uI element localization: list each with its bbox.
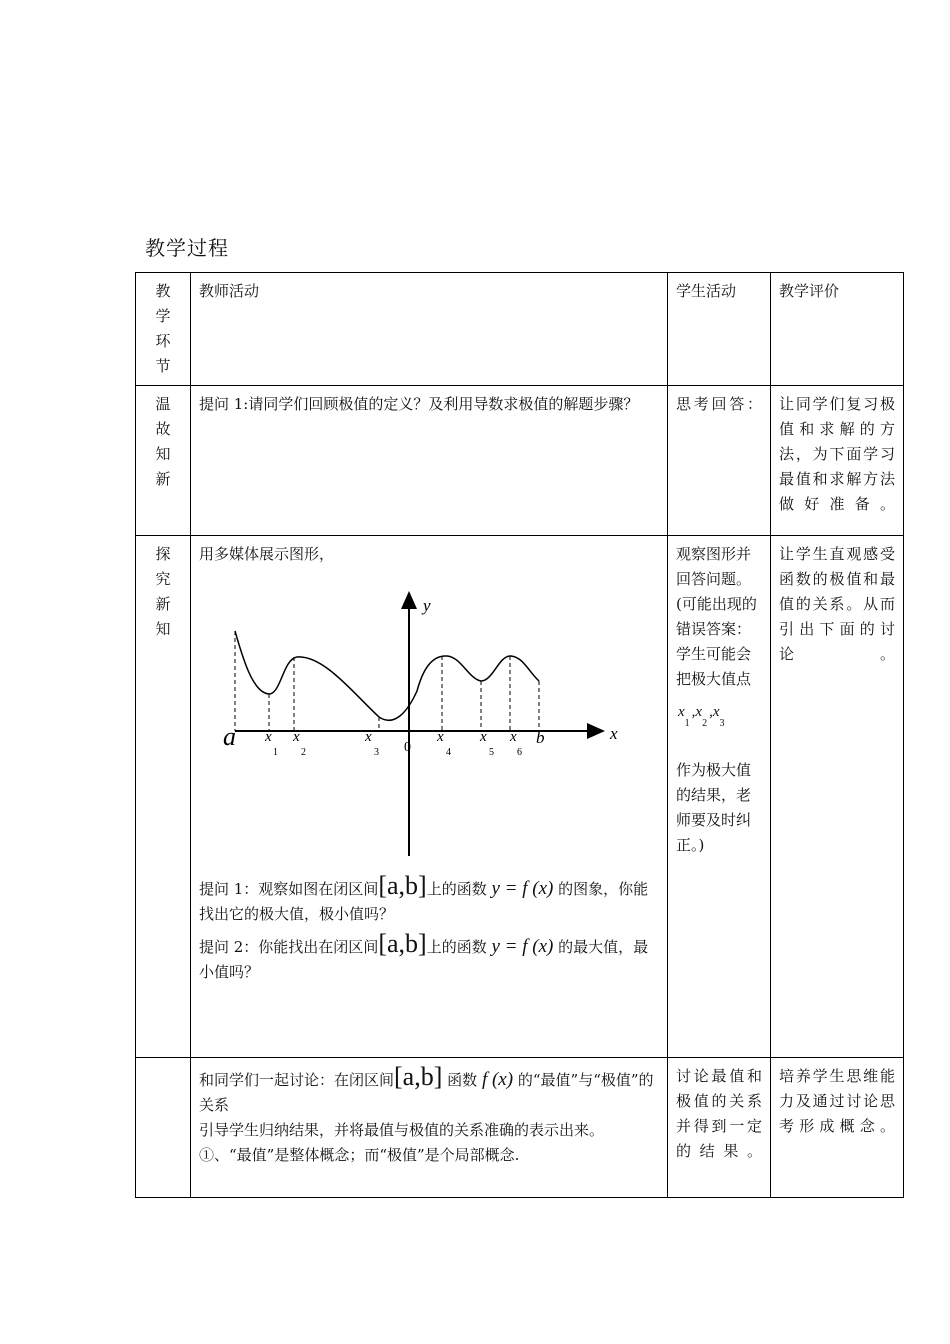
function-curve bbox=[235, 631, 539, 720]
x-axis-label: x bbox=[610, 724, 618, 743]
x6-label: x bbox=[510, 729, 517, 745]
teacher-text: 提问 1:请同学们回顾极值的定义？及利用导数求极值的解题步骤？ bbox=[199, 395, 639, 413]
header-student bbox=[668, 273, 771, 386]
eval-cell bbox=[771, 536, 904, 1058]
header-teacher bbox=[191, 273, 668, 386]
student-points-math: $x_1,x_2,x_3$ bbox=[678, 704, 725, 729]
table-row-review bbox=[136, 386, 904, 536]
x3-sub: 3 bbox=[374, 747, 379, 758]
function-math: y = f (x) bbox=[491, 936, 554, 957]
stage-cell-empty bbox=[136, 1058, 191, 1198]
header-eval bbox=[771, 273, 904, 386]
table-row-discuss bbox=[136, 1058, 904, 1198]
student-cell bbox=[668, 1058, 771, 1198]
x2-sub: 2 bbox=[301, 747, 306, 758]
intro-text: 用多媒体展示图形， bbox=[199, 545, 335, 563]
teacher-cell bbox=[191, 536, 668, 1058]
interval-math: [a,b] bbox=[394, 1062, 443, 1091]
student-cell bbox=[668, 536, 771, 1058]
interval-math: [a,b] bbox=[378, 929, 427, 958]
x4-sub: 4 bbox=[446, 747, 451, 758]
eval-text: 让同学们复习极值和求解的方法，为下面学习最值和求解方法做好准备。 bbox=[779, 395, 895, 513]
stage-cell bbox=[136, 536, 191, 1058]
b-label: b bbox=[536, 728, 545, 747]
teacher-cell bbox=[191, 386, 668, 536]
x4-label: x bbox=[437, 729, 444, 745]
origin-label: 0 bbox=[404, 740, 411, 755]
eval-text: 培养学生思维能力及通过讨论思考形成概念。 bbox=[779, 1067, 895, 1135]
function-graph bbox=[199, 569, 643, 869]
x3-label: x bbox=[365, 729, 372, 745]
table-row-explore bbox=[136, 536, 904, 1058]
x1-label: x bbox=[265, 729, 272, 745]
table-header-row bbox=[136, 273, 904, 386]
student-text: 讨论最值和极值的关系并得到一定的结果。 bbox=[676, 1067, 762, 1160]
eval-cell bbox=[771, 1058, 904, 1198]
eval-cell bbox=[771, 386, 904, 536]
student-text: 观察图形并回答问题。(可能出现的错误答案：学生可能会把极大值点 bbox=[676, 545, 757, 688]
teaching-process-table bbox=[135, 272, 904, 1198]
guide-text: 引导学生归纳结果，并将最值与极值的关系准确的表示出来。 bbox=[199, 1121, 605, 1139]
function-math: f (x) bbox=[481, 1069, 514, 1090]
y-axis-label: y bbox=[423, 596, 431, 615]
page-title: 教学过程 bbox=[145, 236, 229, 260]
header-eval-label: 教学评价 bbox=[779, 282, 840, 300]
student-cell bbox=[668, 386, 771, 536]
discussion-text: 和同学们一起讨论：在闭区间[a,b] 函数 f (x) 的“最值”与“极值”的关系 bbox=[199, 1062, 654, 1114]
eval-text: 让学生直观感受函数的极值和最值的关系。从而引出下面的讨论。 bbox=[779, 545, 895, 663]
stage-cell bbox=[136, 386, 191, 536]
header-student-label: 学生活动 bbox=[676, 282, 737, 300]
interval-math: [a,b] bbox=[378, 871, 427, 900]
point-1-text: ①、“最值”是整体概念；而“极值”是个局部概念. bbox=[199, 1146, 520, 1164]
stage-label: 探究新知 bbox=[155, 545, 171, 638]
x5-label: x bbox=[480, 729, 487, 745]
x1-sub: 1 bbox=[273, 747, 278, 758]
question-2: 提问 2：你能找出在闭区间[a,b]上的函数 y = f (x) 的最大值，最小值吗？ bbox=[199, 929, 649, 981]
header-stage bbox=[136, 273, 191, 386]
question-1: 提问 1：观察如图在闭区间[a,b]上的函数 y = f (x) 的图象，你能找出它的极大值，极小值吗？ bbox=[199, 871, 649, 923]
x6-sub: 6 bbox=[517, 747, 522, 758]
x5-sub: 5 bbox=[489, 747, 494, 758]
header-teacher-label: 教师活动 bbox=[199, 282, 260, 300]
a-label: a bbox=[223, 722, 236, 751]
student-text: 思考回答： bbox=[676, 395, 762, 413]
header-stage-label: 教学环节 bbox=[155, 282, 171, 375]
x2-label: x bbox=[293, 729, 300, 745]
teacher-cell bbox=[191, 1058, 668, 1198]
student-text-tail: 作为极大值的结果，老师要及时纠正。) bbox=[676, 761, 752, 854]
stage-label: 温故知新 bbox=[155, 395, 171, 488]
function-math: y = f (x) bbox=[491, 878, 554, 899]
